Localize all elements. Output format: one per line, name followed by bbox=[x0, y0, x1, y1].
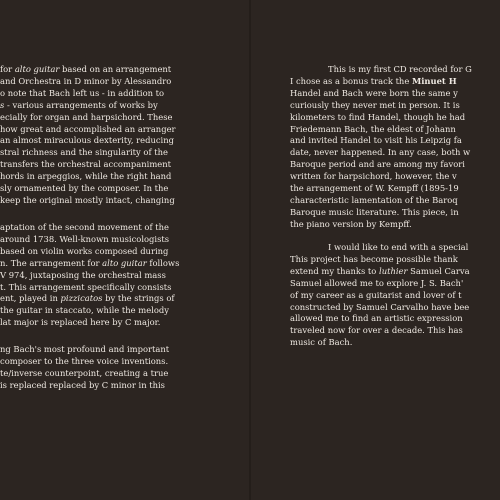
text-line-content: extend my thanks to luthier Samuel Carva bbox=[290, 265, 470, 276]
text-line-content: music of Bach. bbox=[290, 337, 353, 348]
text-line bbox=[0, 234, 169, 245]
text-line bbox=[0, 305, 169, 316]
text-line bbox=[290, 171, 457, 182]
text-line-content: is replaced replaced by C minor in this bbox=[0, 379, 165, 390]
text-line bbox=[0, 183, 168, 194]
text-line-content: This project has become possible thank bbox=[290, 253, 458, 264]
text-line-content: based on violin works composed during bbox=[0, 245, 169, 256]
text-line bbox=[290, 159, 465, 170]
text-line bbox=[0, 112, 172, 123]
text-line bbox=[0, 64, 171, 75]
text-line-content: the guitar in staccato, while the melody bbox=[0, 305, 169, 316]
text-line-content: of my career as a guitarist and lover of t bbox=[290, 289, 462, 300]
text-line bbox=[290, 313, 463, 324]
text-line bbox=[0, 195, 175, 206]
text-line bbox=[290, 302, 469, 313]
text-line-content: s - various arrangements of works by bbox=[0, 99, 158, 110]
text-line bbox=[0, 380, 165, 391]
text-line bbox=[0, 282, 171, 293]
text-line bbox=[290, 207, 459, 218]
text-line bbox=[290, 147, 470, 158]
text-line-content: for alto guitar based on an arrangement bbox=[0, 64, 172, 74]
text-line-content: V 974, juxtaposing the orchestral mass bbox=[0, 269, 166, 280]
text-line bbox=[290, 266, 470, 277]
text-line bbox=[0, 344, 169, 355]
text-line-content: ent, played in pizzicatos by the strings of bbox=[0, 293, 175, 304]
text-line-content: te/inverse counterpoint, creating a true bbox=[0, 367, 169, 378]
text-line bbox=[0, 100, 158, 111]
text-line-content: sly ornamented by the composer. In the bbox=[0, 183, 169, 193]
text-line-content: Handel and Bach were born the same y bbox=[290, 87, 458, 98]
text-line-content: and invited Handel to visit his Leipzig fa bbox=[290, 135, 462, 146]
text-line-content: hords in arpeggios, while the right hand bbox=[0, 171, 172, 182]
text-line bbox=[290, 112, 465, 123]
text-line-content: t. This arrangement specifically consists bbox=[0, 281, 172, 292]
text-line bbox=[0, 246, 168, 257]
text-line-content: composer to the three voice inventions. bbox=[0, 355, 169, 366]
text-line-content: Baroque music literature. This piece, in bbox=[290, 206, 459, 217]
text-line-content: Friedemann Bach, the eldest of Johann bbox=[290, 123, 456, 134]
text-line bbox=[290, 183, 459, 194]
text-line bbox=[0, 135, 174, 146]
text-line bbox=[290, 325, 463, 336]
text-line bbox=[328, 64, 472, 75]
text-line bbox=[290, 278, 463, 289]
text-line-content: Samuel allowed me to explore J. S. Bach' bbox=[290, 277, 464, 288]
text-line bbox=[290, 290, 461, 301]
text-line bbox=[0, 270, 166, 281]
text-line bbox=[290, 195, 458, 206]
text-line bbox=[290, 219, 412, 230]
text-line bbox=[290, 254, 458, 265]
text-line-content: This is my first CD recorded for G bbox=[328, 64, 472, 74]
text-line bbox=[328, 242, 468, 253]
text-line bbox=[0, 368, 168, 379]
text-line-content: transfers the orchestral accompaniment bbox=[0, 159, 171, 170]
text-line-content: aptation of the second movement of the bbox=[0, 222, 169, 232]
text-line bbox=[0, 171, 171, 182]
text-line-content: kilometers to find Handel, though he had bbox=[290, 111, 466, 122]
text-line bbox=[290, 76, 457, 87]
text-line bbox=[0, 124, 176, 135]
text-line-content: I chose as a bonus track the Minuet H bbox=[290, 75, 457, 86]
text-line bbox=[0, 76, 171, 87]
text-line-content: keep the original mostly intact, changing bbox=[0, 194, 175, 205]
text-line bbox=[290, 135, 462, 146]
text-line-content: written for harpsichord, however, the v bbox=[290, 171, 457, 182]
text-line-content: lat major is replaced here by C major. bbox=[0, 317, 161, 328]
text-line-content: n. The arrangement for alto guitar follows bbox=[0, 257, 180, 268]
text-line bbox=[0, 222, 169, 233]
text-line bbox=[0, 258, 179, 269]
text-line-content: how great and accomplished an arranger bbox=[0, 123, 176, 134]
text-line-content: curiously they never met in person. It is bbox=[290, 99, 460, 110]
text-line-content: allowed me to find an artistic expression bbox=[290, 313, 463, 324]
text-line-content: stral richness and the singularity of the bbox=[0, 147, 168, 158]
text-line bbox=[0, 147, 168, 158]
text-line-content: ng Bach's most profound and important bbox=[0, 344, 170, 354]
text-line-content: ecially for organ and harpsichord. These bbox=[0, 111, 173, 122]
text-line-content: traveled now for over a decade. This has bbox=[290, 325, 463, 336]
right-page bbox=[250, 0, 500, 500]
text-line-content: I would like to end with a special bbox=[328, 242, 469, 252]
text-line bbox=[0, 159, 171, 170]
text-line-content: around 1738. Well-known musicologists bbox=[0, 233, 170, 244]
text-line bbox=[290, 100, 460, 111]
text-line-content: Baroque period and are among my favori bbox=[290, 159, 465, 170]
text-line-content: the piano version by Kempff. bbox=[290, 218, 412, 229]
text-line-content: o note that Bach left us - in addition to bbox=[0, 87, 165, 98]
text-line-content: an almost miraculous dexterity, reducing bbox=[0, 135, 174, 146]
text-line-content: and Orchestra in D minor by Alessandro bbox=[0, 75, 172, 86]
text-line bbox=[0, 88, 164, 99]
text-line bbox=[290, 124, 456, 135]
text-line-content: characteristic lamentation of the Baroq bbox=[290, 194, 458, 205]
text-line bbox=[0, 293, 174, 304]
text-line-content: constructed by Samuel Carvalho have bee bbox=[290, 301, 470, 312]
text-line bbox=[0, 317, 160, 328]
text-line bbox=[0, 356, 168, 367]
text-line bbox=[290, 337, 352, 348]
text-line-content: the arrangement of W. Kempff (1895-19 bbox=[290, 183, 459, 193]
text-line bbox=[290, 88, 458, 99]
text-line-content: date, never happened. In any case, both w bbox=[290, 147, 471, 158]
